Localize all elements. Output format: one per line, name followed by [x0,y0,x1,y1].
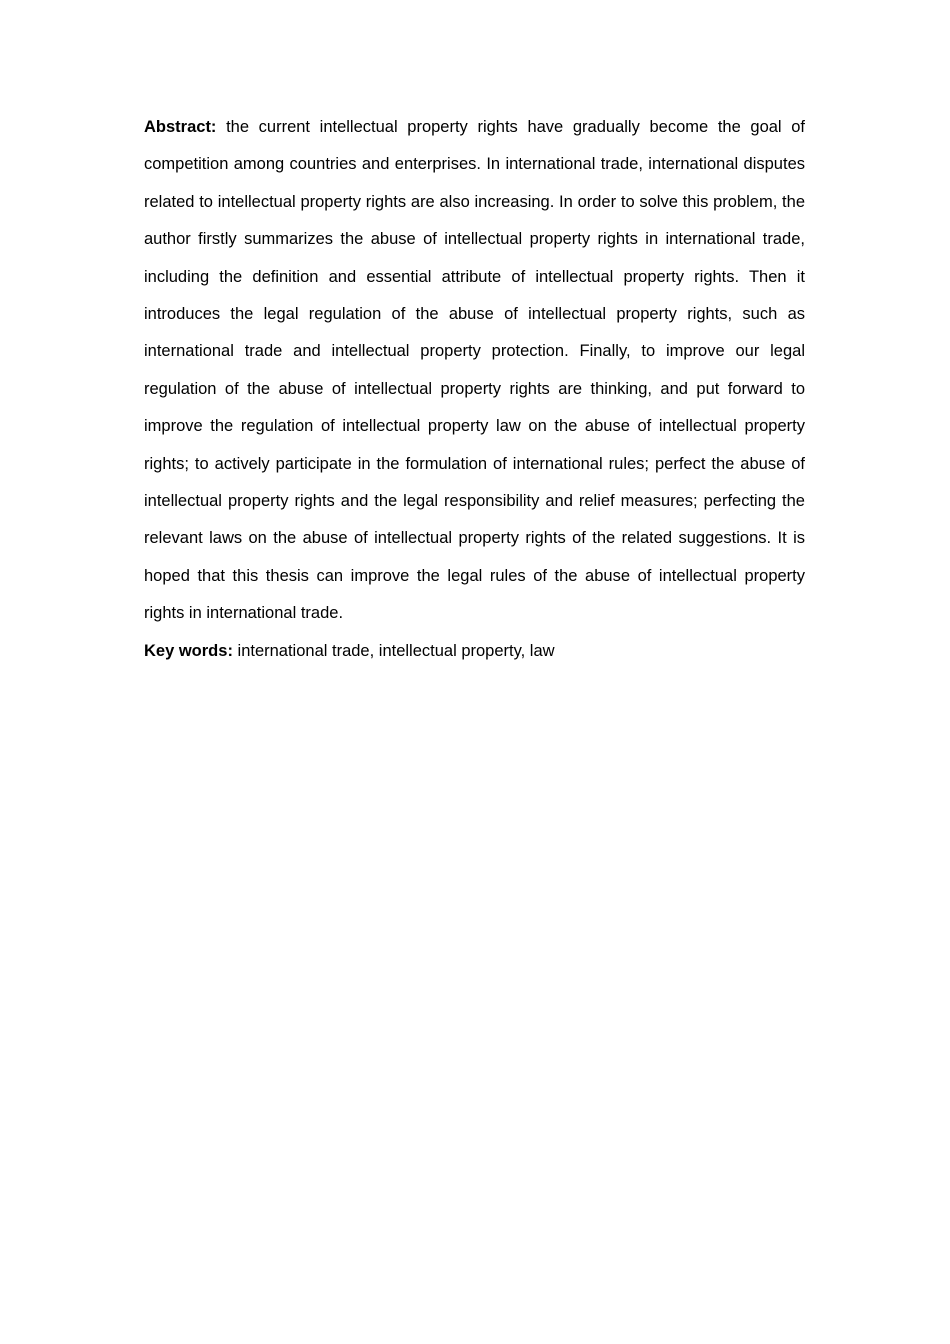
keywords-label: Key words: [144,641,233,660]
abstract-label: Abstract: [144,118,217,136]
abstract-section [144,109,805,670]
abstract-text: the current intellectual property rights have gradually become the goal of competition among countries and enterprises. In international trade, international disputes related to intellectual property rights are also increasing. In order to solve this problem, the author firstly summarizes the abuse of intellectual property rights in international trade, including the definition and essential attribute of intellectual property rights. Then it introduces the legal regulation of the abuse of intellectual property rights, such as international trade and intellectual property protection. Finally, to improve our legal regulation of the abuse of intellectual property rights are thinking, and put forward to improve the regulation of intellectual property law on the abuse of intellectual property rights; to actively participate in the formulation of international rules; perfect the abuse of intellectual property rights and the legal responsibility and relief measures; perfecting the relevant laws on the abuse of intellectual property rights of the related suggestions. It is hoped that this thesis can improve the legal rules of the abuse of intellectual property rights in international trade. [144,118,805,623]
keywords-paragraph [144,633,805,670]
keywords-text: international trade, intellectual property, law [232,641,555,660]
abstract-paragraph [144,109,805,633]
